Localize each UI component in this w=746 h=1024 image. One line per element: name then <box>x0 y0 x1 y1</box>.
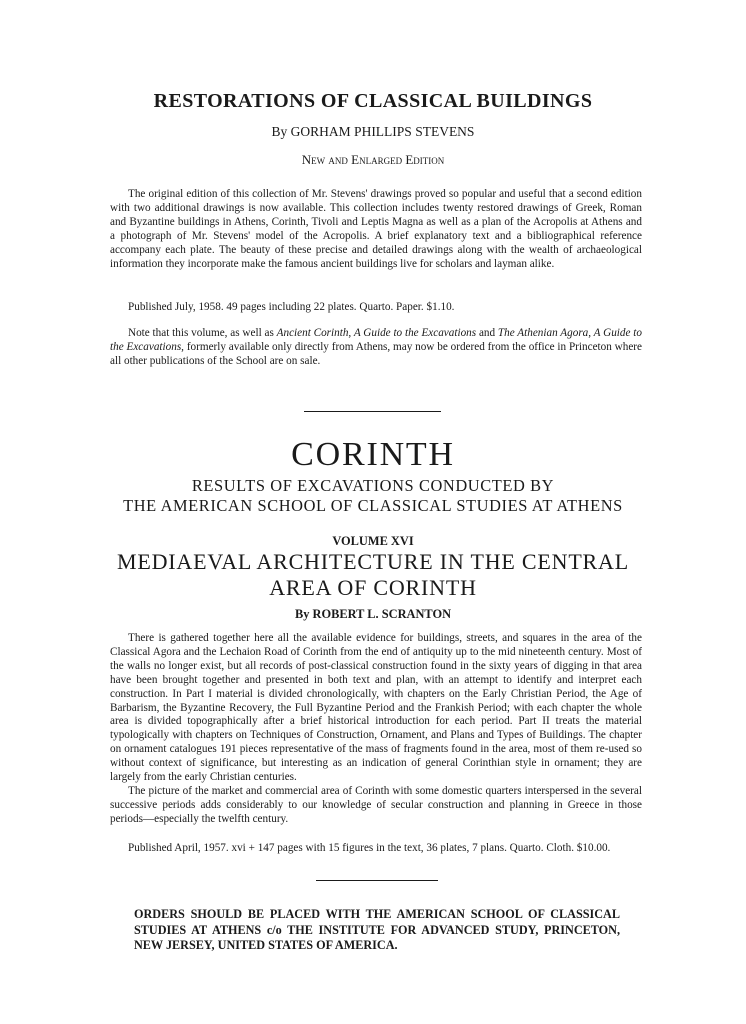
mediaeval-description <box>110 632 642 827</box>
corinth-volume: VOLUME XVI <box>332 534 414 548</box>
mediaeval-author: By ROBERT L. SCRANTON <box>294 607 452 621</box>
corinth-subtitle-line1: RESULTS OF EXCAVATIONS CONDUCTED BY <box>191 476 555 495</box>
mediaeval-published: Published April, 1957. xvi + 147 pages with 15 figures in the text, 36 plates, 7 plans. Quarto. Cloth. $10.00. <box>128 842 611 854</box>
restorations-edition: New and Enlarged Edition <box>301 152 445 167</box>
restorations-published: Published July, 1958. 49 pages including 22 plates. Quarto. Paper. $1.10. <box>128 301 455 313</box>
orders-line3: NEW JERSEY, UNITED STATES OF AMERICA. <box>134 938 398 953</box>
orders-line1: ORDERS SHOULD BE PLACED WITH THE AMERICAN SCHOOL OF CLASSICAL <box>134 907 620 921</box>
restorations-note <box>110 327 642 369</box>
mediaeval-title-line2: AREA OF CORINTH <box>269 575 477 600</box>
corinth-title: CORINTH <box>291 436 455 473</box>
restorations-note-block <box>110 327 642 369</box>
restorations-published-block <box>110 301 642 315</box>
mediaeval-title-line1: MEDIAEVAL ARCHITECTURE IN THE CENTRAL <box>117 549 629 574</box>
restorations-author: By GORHAM PHILLIPS STEVENS <box>271 124 475 139</box>
note-text-start: Note that this volume, as well as <box>128 327 277 339</box>
note-text-end: formerly available only directly from Athens, may now be ordered from the office in Princeton where all other publications of the School are on sale. <box>110 340 642 367</box>
orders-notice <box>134 907 620 954</box>
note-text-and: and <box>476 327 498 339</box>
note-title-athenian-agora: The Athenian Agora, A Guide to the Excavations, <box>110 327 642 353</box>
mediaeval-paragraph2: The picture of the market and commercial area of Corinth with some domestic quarters interspersed in the several successive periods adds considerably to our knowledge of secular construction and planning in Greece in those periods—especially the twelfth century. <box>110 784 642 825</box>
section-divider-top <box>304 411 441 412</box>
restorations-paragraph: The original edition of this collection of Mr. Stevens' drawings proved so popular and useful that a second edition with two additional drawings is now available. This collection includes twenty restored drawings of Greek, Roman and Byzantine buildings in Athens, Corinth, Tivoli and Leptis Magna as well as a plan of the Acropolis at Athens and a photograph of Mr. Stevens' model of the Acropolis. A brief explanatory text and a bibliographical reference accompany each plate. The beauty of these precise and detailed drawings along with the wealth of archaeological information they incorporate make the famous ancient buildings live for scholars and layman alike. <box>110 188 642 270</box>
section-divider-bottom <box>316 880 438 881</box>
orders-line2: STUDIES AT ATHENS c/o THE INSTITUTE FOR ADVANCED STUDY, PRINCETON, <box>134 922 620 937</box>
corinth-subtitle-line2: THE AMERICAN SCHOOL OF CLASSICAL STUDIES AT ATHENS <box>123 496 623 515</box>
mediaeval-paragraph1: There is gathered together here all the available evidence for buildings, streets, and squares in the area of the Classical Agora and the Lechaion Road of Corinth from the end of antiquity up to the mid nineteenth century. Most of the walls no longer exist, but all records of post-classical construction found in the sixty years of digging in that area have been brought together and presented in both text and plan, with an attempt to identify and interpret each construction. In Part I material is divided chronologically, with chapters on the Early Christian Period, the Age of Barbarism, the Byzantine Recovery, the Full Byzantine Period and the Frankish Period; with each chapter the whole area is divided topographically after a brief historical introduction for each period. Part II treats the material typologically with chapters on Techniques of Construction, Ornament, and Plans and Types of Buildings. The chapter on ornament catalogues 191 pieces representative of the mass of fragments found in the area, most of them re-used so without context of significance, but interesting as an indication of general Corinthian style in ornament; they are largely from the early Christian centuries. <box>110 632 642 784</box>
note-title-ancient-corinth: Ancient Corinth, A Guide to the Excavations <box>276 327 477 339</box>
restorations-title: RESTORATIONS OF CLASSICAL BUILDINGS <box>153 90 593 112</box>
mediaeval-published-block <box>110 842 642 856</box>
restorations-description <box>110 188 642 271</box>
